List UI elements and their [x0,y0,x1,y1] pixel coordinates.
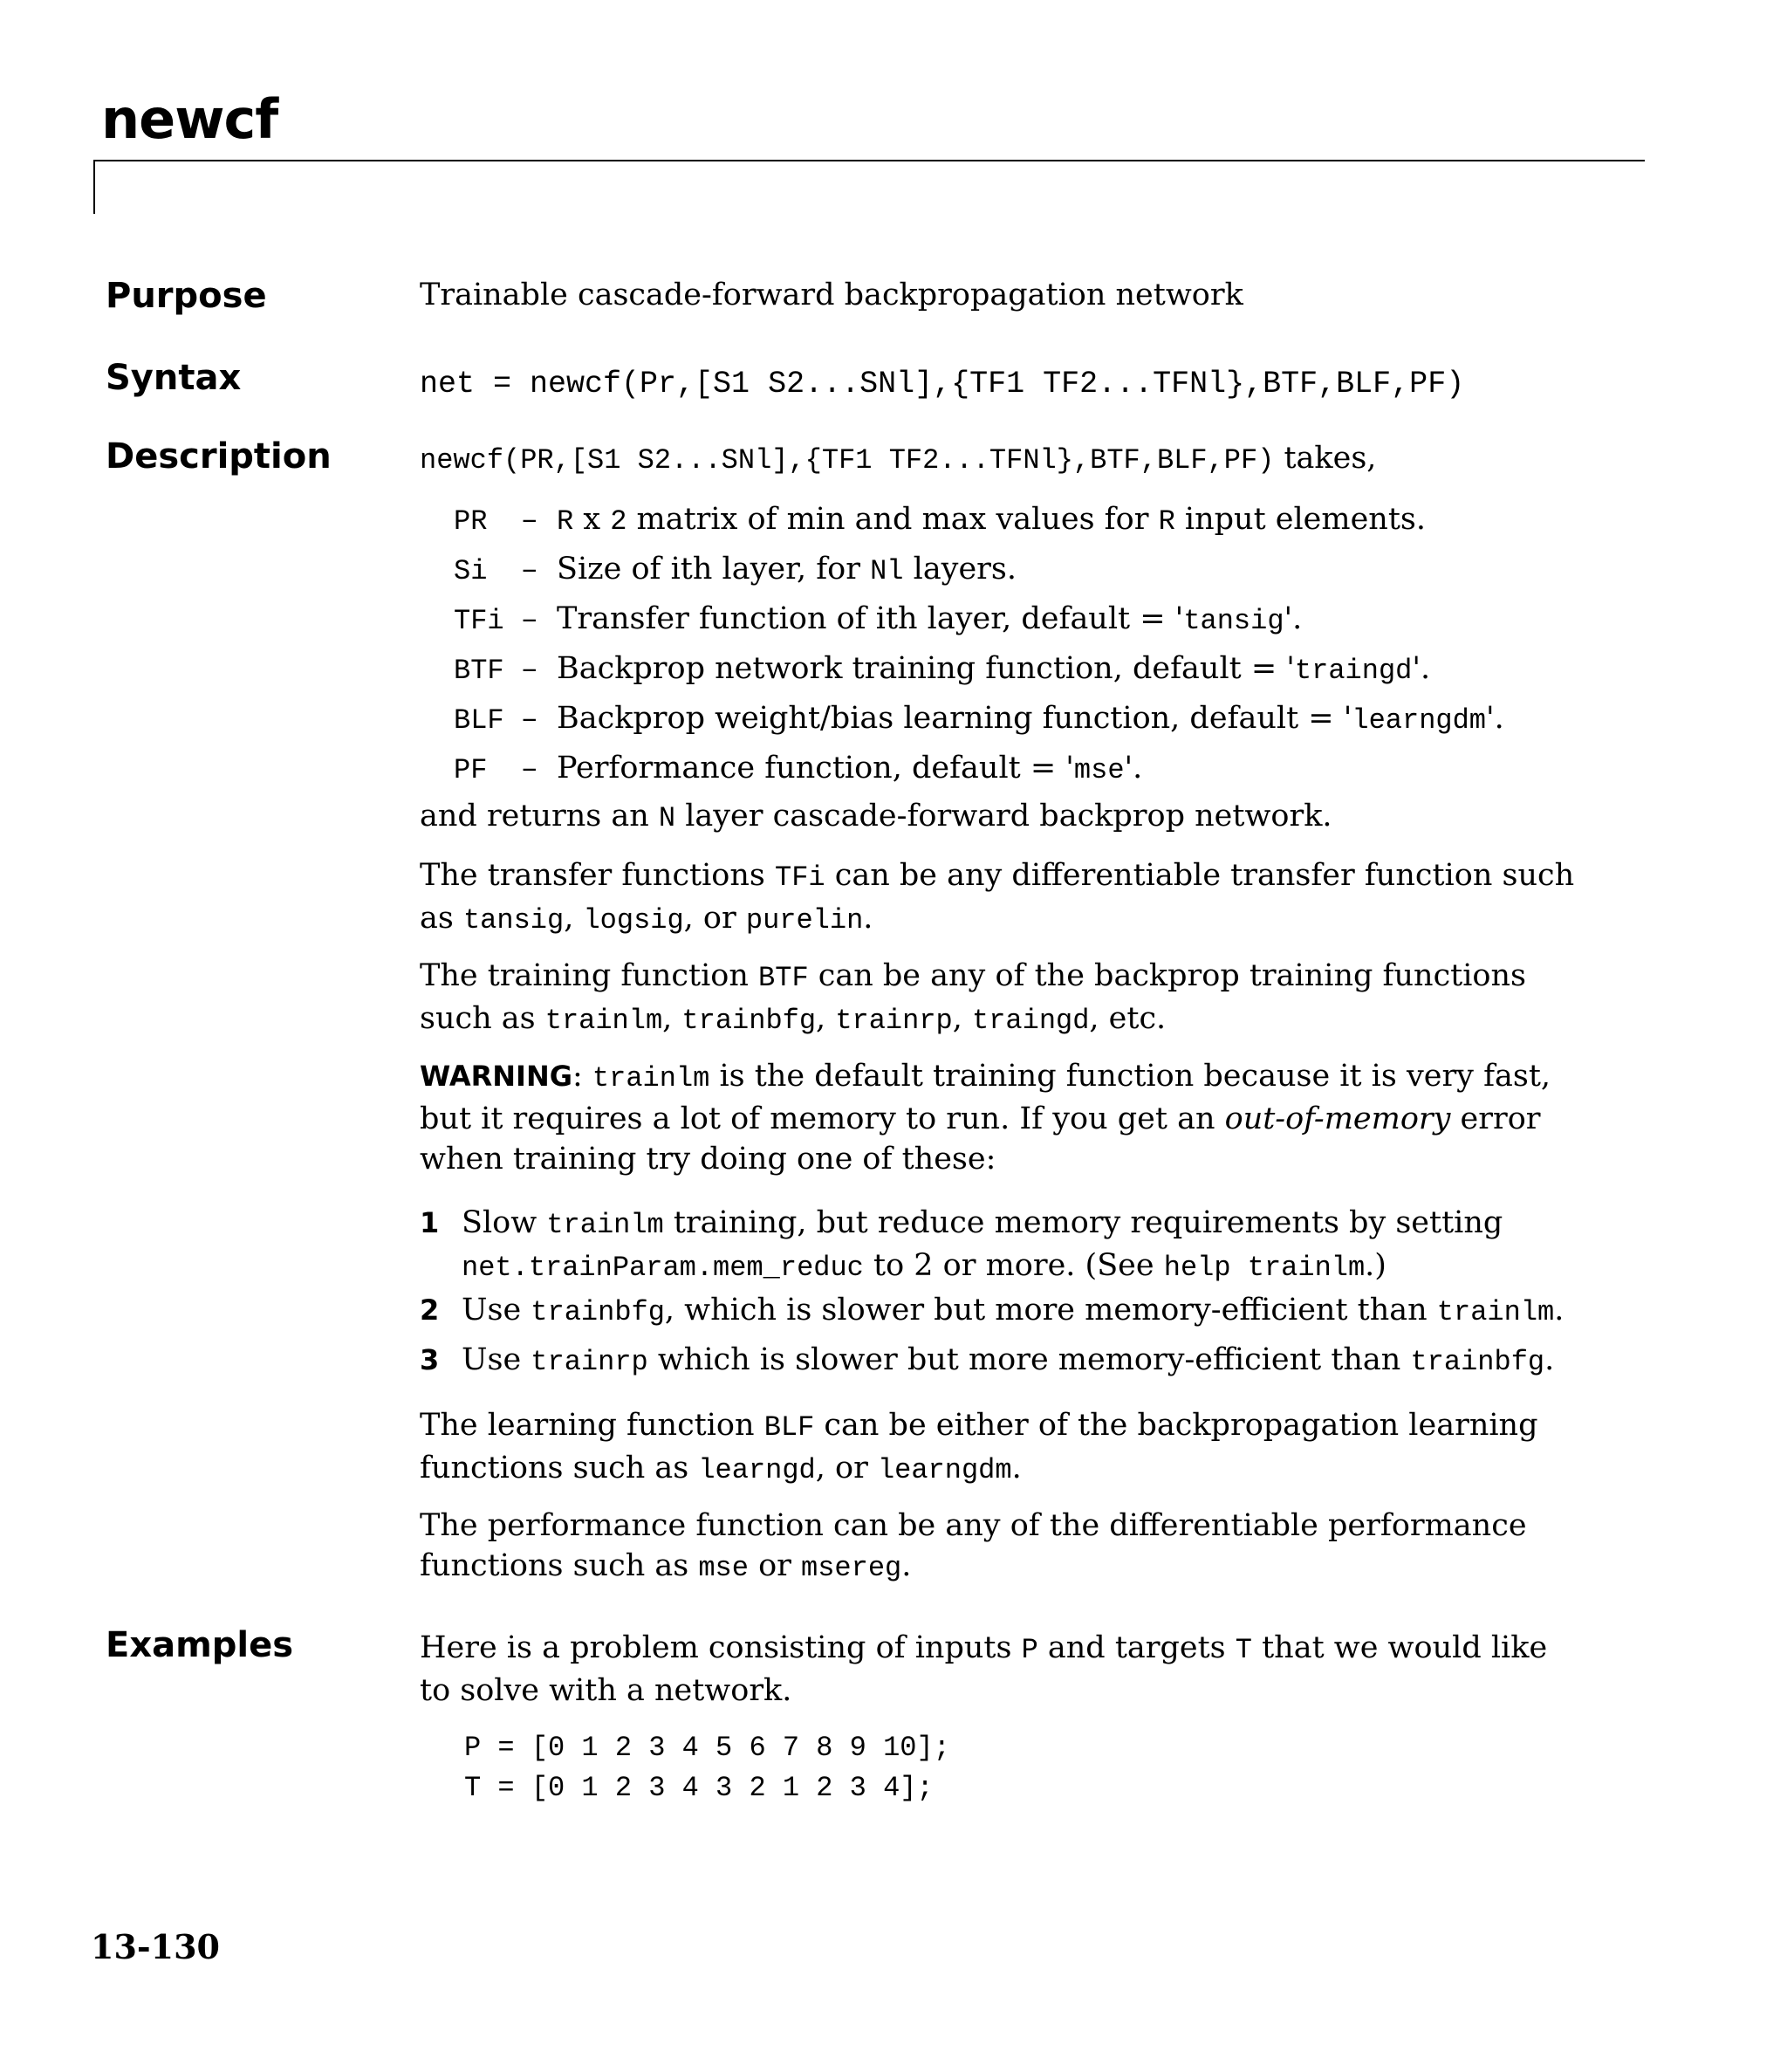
parameter-row [454,751,1142,786]
text-run: , [662,1001,682,1036]
text-run: is the default training function because it is very fast, but it requires a lot of memory to run. If you get an [420,1059,1551,1136]
inline-code: Nl [870,555,904,587]
heading-syntax: Syntax [106,358,242,398]
warning-text [420,1059,1551,1177]
inline-code: logsig [583,904,684,937]
text-run: error when training try doing one of these: [420,1101,1541,1177]
examples-intro [420,1628,1580,1711]
list-item [420,1290,1564,1333]
text-run: '. [1412,651,1431,686]
purpose-text: Trainable cascade-forward backpropagation network [420,278,1243,312]
inline-code: 2 [610,505,627,538]
text-run: . [901,1548,912,1583]
inline-code: BLF [763,1411,815,1444]
list-item-line [420,1245,1503,1288]
parameter-row [454,701,1504,737]
description-call [420,441,1376,477]
list-number: 2 [420,1293,440,1327]
text-run: Backprop network training function, default = ' [557,651,1295,686]
inline-code: trainlm [546,1209,664,1241]
parameter-description [557,651,1430,686]
title-rule-horizontal [93,160,1645,161]
text-run: : [572,1059,592,1094]
code-line: T = [0 1 2 3 4 3 2 1 2 3 4]; [464,1772,934,1804]
call-code: newcf(PR,[S1 S2...SNl],{TF1 TF2...TFNl},BTF,BLF,PF) [420,444,1275,477]
page-title: newcf [101,87,278,151]
text-run: The performance function can be any of the differentiable performance functions such as [420,1508,1527,1583]
parameter-description [557,601,1302,636]
text-run: layers. [903,552,1017,587]
text-run: Size of ith layer, for [557,552,871,587]
text-run: matrix of min and max values for [626,502,1159,537]
text-run: '. [1284,601,1303,636]
inline-code: R [557,505,574,538]
text-run: , [564,901,584,936]
text-run: , or [815,1451,878,1485]
text-run: training, but reduce memory requirements by setting [663,1205,1503,1240]
parameter-name: PR [454,505,488,538]
list-item [420,1340,1554,1382]
text-run: that we would like to solve with a network. [420,1630,1548,1708]
inline-code: R [1158,505,1175,538]
inline-code: trainlm [592,1062,710,1094]
text-run: input elements. [1174,502,1426,537]
text-run: Use [462,1342,531,1377]
parameter-name: TFi [454,605,504,637]
parameter-dash: – [522,651,537,686]
parameter-dash: – [522,502,537,537]
text-run: Transfer function of ith layer, default = ' [557,601,1184,636]
text-run: Backprop weight/bias learning function, default = ' [557,701,1352,736]
heading-examples: Examples [106,1625,294,1665]
page-number: 13-130 [91,1927,220,1966]
parameter-name: BLF [454,704,504,737]
heading-description: Description [106,436,332,477]
text-run: to 2 or more. (See [863,1248,1164,1283]
text-run: which is slower but more memory-efficient than [647,1342,1411,1377]
text-run: The learning function [420,1408,764,1443]
para-training-function [420,956,1580,1041]
para-transfer-functions [420,855,1580,941]
title-rule-vertical [93,160,95,214]
text-run: The transfer functions [420,858,776,893]
para-performance-function [420,1506,1580,1588]
warning-paragraph [420,1056,1580,1179]
list-item [420,1203,1503,1288]
parameter-description [557,751,1142,786]
inline-code: T [1235,1634,1252,1666]
text-run: Slow [462,1205,547,1240]
list-number: 1 [420,1206,440,1239]
text-run: , which is slower but more memory-efficient than [664,1293,1437,1328]
syntax-code: net = newcf(Pr,[S1 S2...SNl],{TF1 TF2...TFNl},BTF,BLF,PF) [420,367,1465,401]
emphasis-text: out-of-memory [1224,1101,1451,1136]
text-run: '. [1486,701,1504,736]
inline-code: learngdm [877,1454,1012,1486]
inline-code: learngd [698,1454,816,1486]
heading-purpose: Purpose [106,276,267,316]
parameter-description [557,552,1017,587]
text-run: layer cascade-forward backprop network. [675,799,1332,834]
para-learning-function [420,1405,1580,1491]
text-run: , [952,1001,972,1036]
parameter-description [557,502,1426,537]
code-line: P = [0 1 2 3 4 5 6 7 8 9 10]; [464,1732,950,1764]
inline-code: trainrp [835,1005,953,1037]
text-run: The training function [420,958,759,993]
inline-code: net.trainParam.mem_reduc [462,1252,864,1284]
inline-code: msereg [801,1552,902,1584]
list-item-line [420,1203,1503,1245]
inline-code: trainbfg [1410,1346,1545,1378]
inline-code: purelin [745,904,864,937]
parameter-dash: – [522,552,537,587]
text-run: , or [683,901,746,936]
inline-code: trainrp [531,1346,648,1378]
warning-label: WARNING [420,1060,572,1093]
inline-code: trainbfg [531,1296,665,1328]
parameter-name: BTF [454,655,504,687]
parameter-row [454,502,1426,538]
inline-code: P [1021,1634,1038,1666]
text-run: Performance function, default = ' [557,751,1074,786]
text-run: and returns an [420,799,659,834]
text-run: . [1011,1451,1022,1485]
parameter-name: PF [454,754,488,786]
parameter-dash: – [522,751,537,786]
text-run: , [816,1001,836,1036]
inline-code: trainlm [544,1005,663,1037]
text-run: can be any differentiable transfer function such as [420,858,1575,936]
inline-code: learngdm [1352,704,1486,737]
inline-code: trainbfg [681,1005,817,1037]
parameter-row [454,601,1302,637]
list-item-line [420,1340,1554,1382]
text-run: can be any of the backprop training functions such as [420,958,1527,1036]
inline-code: trainlm [1436,1296,1555,1328]
parameter-dash: – [522,701,537,736]
text-run: and targets [1037,1630,1236,1665]
text-run: '. [1124,751,1143,786]
inline-code: mse [698,1552,749,1584]
parameter-description [557,701,1504,736]
inline-code: BTF [758,962,809,994]
text-run: Here is a problem consisting of inputs [420,1630,1022,1665]
parameter-dash: – [522,601,537,636]
list-number: 3 [420,1343,440,1376]
text-run: , etc. [1089,1001,1167,1036]
parameter-row [454,651,1430,687]
returns-text [420,799,1332,834]
text-run: x [573,502,611,537]
inline-code: N [658,802,676,834]
text-run: Use [462,1293,531,1328]
text-run: can be either of the backpropagation learning functions such as [420,1408,1538,1485]
inline-code: traingd [1294,655,1413,687]
parameter-row [454,552,1017,587]
inline-code: TFi [775,861,825,894]
list-item-line [420,1290,1564,1333]
text-run: . [863,901,873,936]
inline-code: tansig [462,904,565,937]
example-code-block [464,1728,950,1808]
text-run: . [1554,1293,1564,1328]
inline-code: help trainlm [1163,1252,1366,1284]
call-suffix: takes, [1274,441,1377,476]
inline-code: mse [1073,754,1125,786]
inline-code: tansig [1183,605,1284,637]
parameter-name: Si [454,555,488,587]
text-run: or [748,1548,801,1583]
inline-code: traingd [972,1005,1090,1037]
text-run: .) [1365,1248,1386,1283]
text-run: . [1544,1342,1555,1377]
